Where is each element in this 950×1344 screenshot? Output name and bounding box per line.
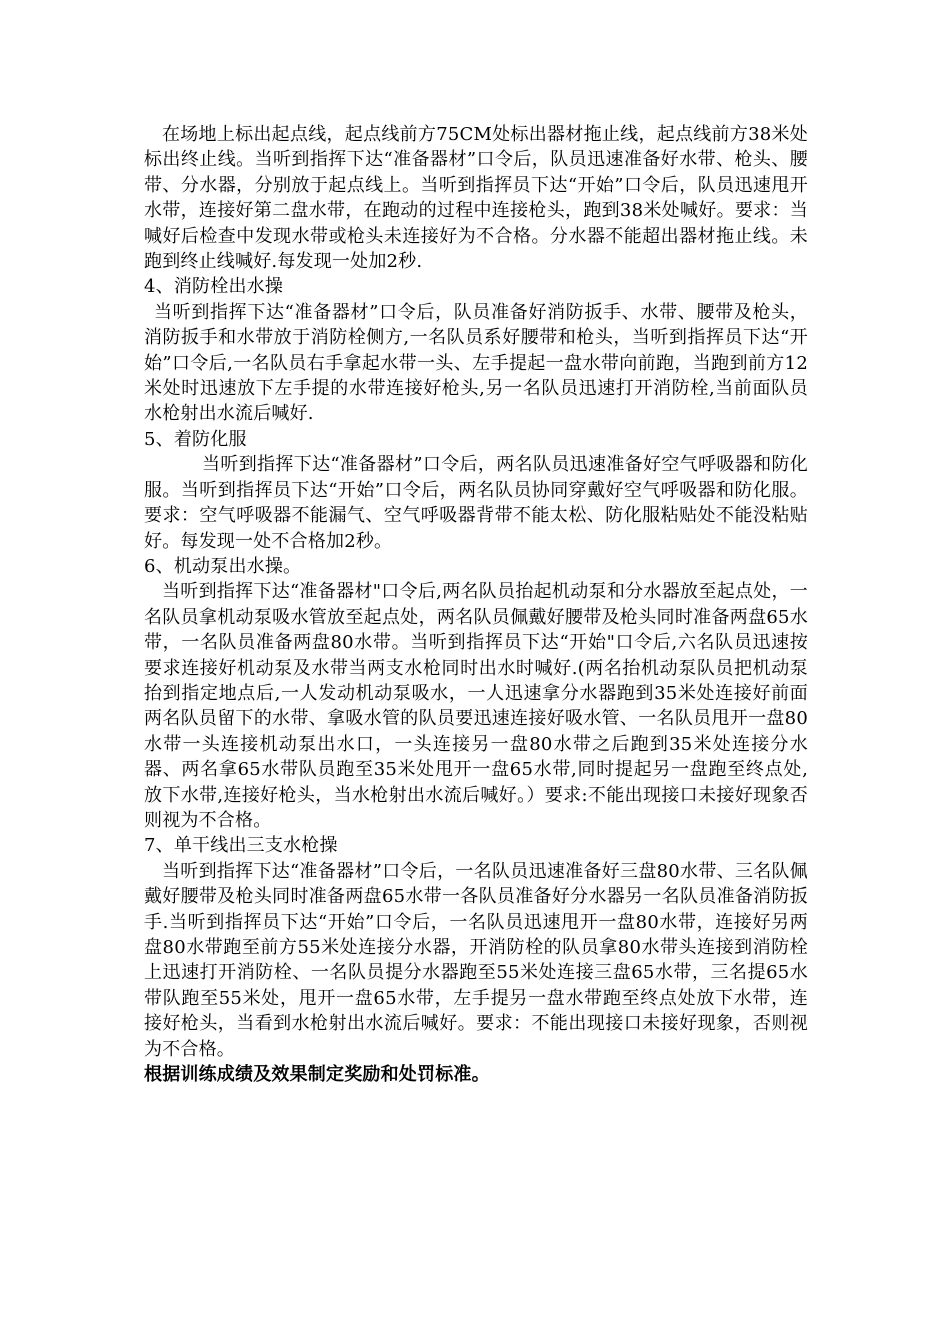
heading-chemical-suit: 5、着防化服	[144, 428, 247, 450]
paragraph-motor-pump-drill: 当听到指挥下达“准备器材"口令后,两名队员抬起机动泵和分水器放至起点处，一名队员拿机动泵吸水管放至起点处，两名队员佩戴好腰带及枪头同时准备两盘65水带，一名队员准备两盘80水带。当听到指挥员下达“开始"口令后,六名队员迅速按要求连接好机动泵及水带当两支水枪同时出水时喊好.(两名抬机动泵队员把机动泵抬到指定地点后,一人发动机动泵吸水，一人迅速拿分水器跑到35米处连接好前面两名队员留下的水带、拿吸水管的队员要迅速连接好吸水管、一名队员甩开一盘80水带一头连接机动泵出水口，一头连接另一盘80水带之后跑到35米处连接分水器、两名拿65水带队员跑至35米处甩开一盘65水带,同时提起另一盘跑至终点处,放下水带,连接好枪头，当水枪射出水流后喊好。）要求:不能出现接口未接好现象否则视为不合格。	[144, 581, 808, 831]
heading-three-nozzle-drill: 7、单干线出三支水枪操	[144, 835, 338, 857]
document-body	[144, 122, 808, 1087]
paragraph-chemical-suit: 当听到指挥下达“准备器材”口令后，两名队员迅速准备好空气呼吸器和防化服。当听到指挥员下达“开始”口令后，两名队员协同穿戴好空气呼吸器和防化服。要求：空气呼吸器不能漏气、空气呼吸器背带不能太松、防化服粘贴处不能没粘贴好。每发现一处不合格加2秒。	[144, 454, 808, 552]
paragraph-start-line-drill: 在场地上标出起点线，起点线前方75CM处标出器材拖止线，起点线前方38米处标出终止线。当听到指挥下达“准备器材”口令后，队员迅速准备好水带、枪头、腰带、分水器，分别放于起点线上。当听到指挥员下达“开始”口令后，队员迅速甩开水带，连接好第二盘水带，在跑动的过程中连接枪头，跑到38米处喊好。要求：当喊好后检查中发现水带或枪头未连接好为不合格。分水器不能超出器材拖止线。未跑到终止线喊好.每发现一处加2秒.	[144, 124, 808, 273]
heading-hydrant-drill: 4、消防栓出水操	[144, 276, 284, 298]
heading-motor-pump-drill: 6、机动泵出水操。	[144, 555, 302, 577]
closing-statement: 根据训练成绩及效果制定奖励和处罚标准。	[144, 1064, 490, 1086]
paragraph-three-nozzle-drill: 当听到指挥下达“准备器材”口令后，一名队员迅速准备好三盘80水带、三名队佩戴好腰带及枪头同时准备两盘65水带一各队员准备好分水器另一名队员准备消防扳手.当听到指挥员下达“开始”口令后，一名队员迅速甩开一盘80水带，连接好另两盘80水带跑至前方55米处连接分水器，开消防栓的队员拿80水带头连接到消防栓上迅速打开消防栓、一名队员提分水器跑至55米处连接三盘65水带，三名提65水带队跑至55米处，甩开一盘65水带，左手提另一盘水带跑至终点处放下水带，连接好枪头，当看到水枪射出水流后喊好。要求：不能出现接口未接好现象，否则视为不合格。	[144, 860, 808, 1060]
paragraph-hydrant-drill: 当听到指挥下达“准备器材”口令后，队员准备好消防扳手、水带、腰带及枪头，消防扳手和水带放于消防栓侧方,一名队员系好腰带和枪头，当听到指挥员下达“开始”口令后,一名队员右手拿起水带一头、左手提起一盘水带向前跑，当跑到前方12米处时迅速放下左手提的水带连接好枪头,另一名队员迅速打开消防栓,当前面队员水枪射出水流后喊好.	[144, 301, 808, 425]
